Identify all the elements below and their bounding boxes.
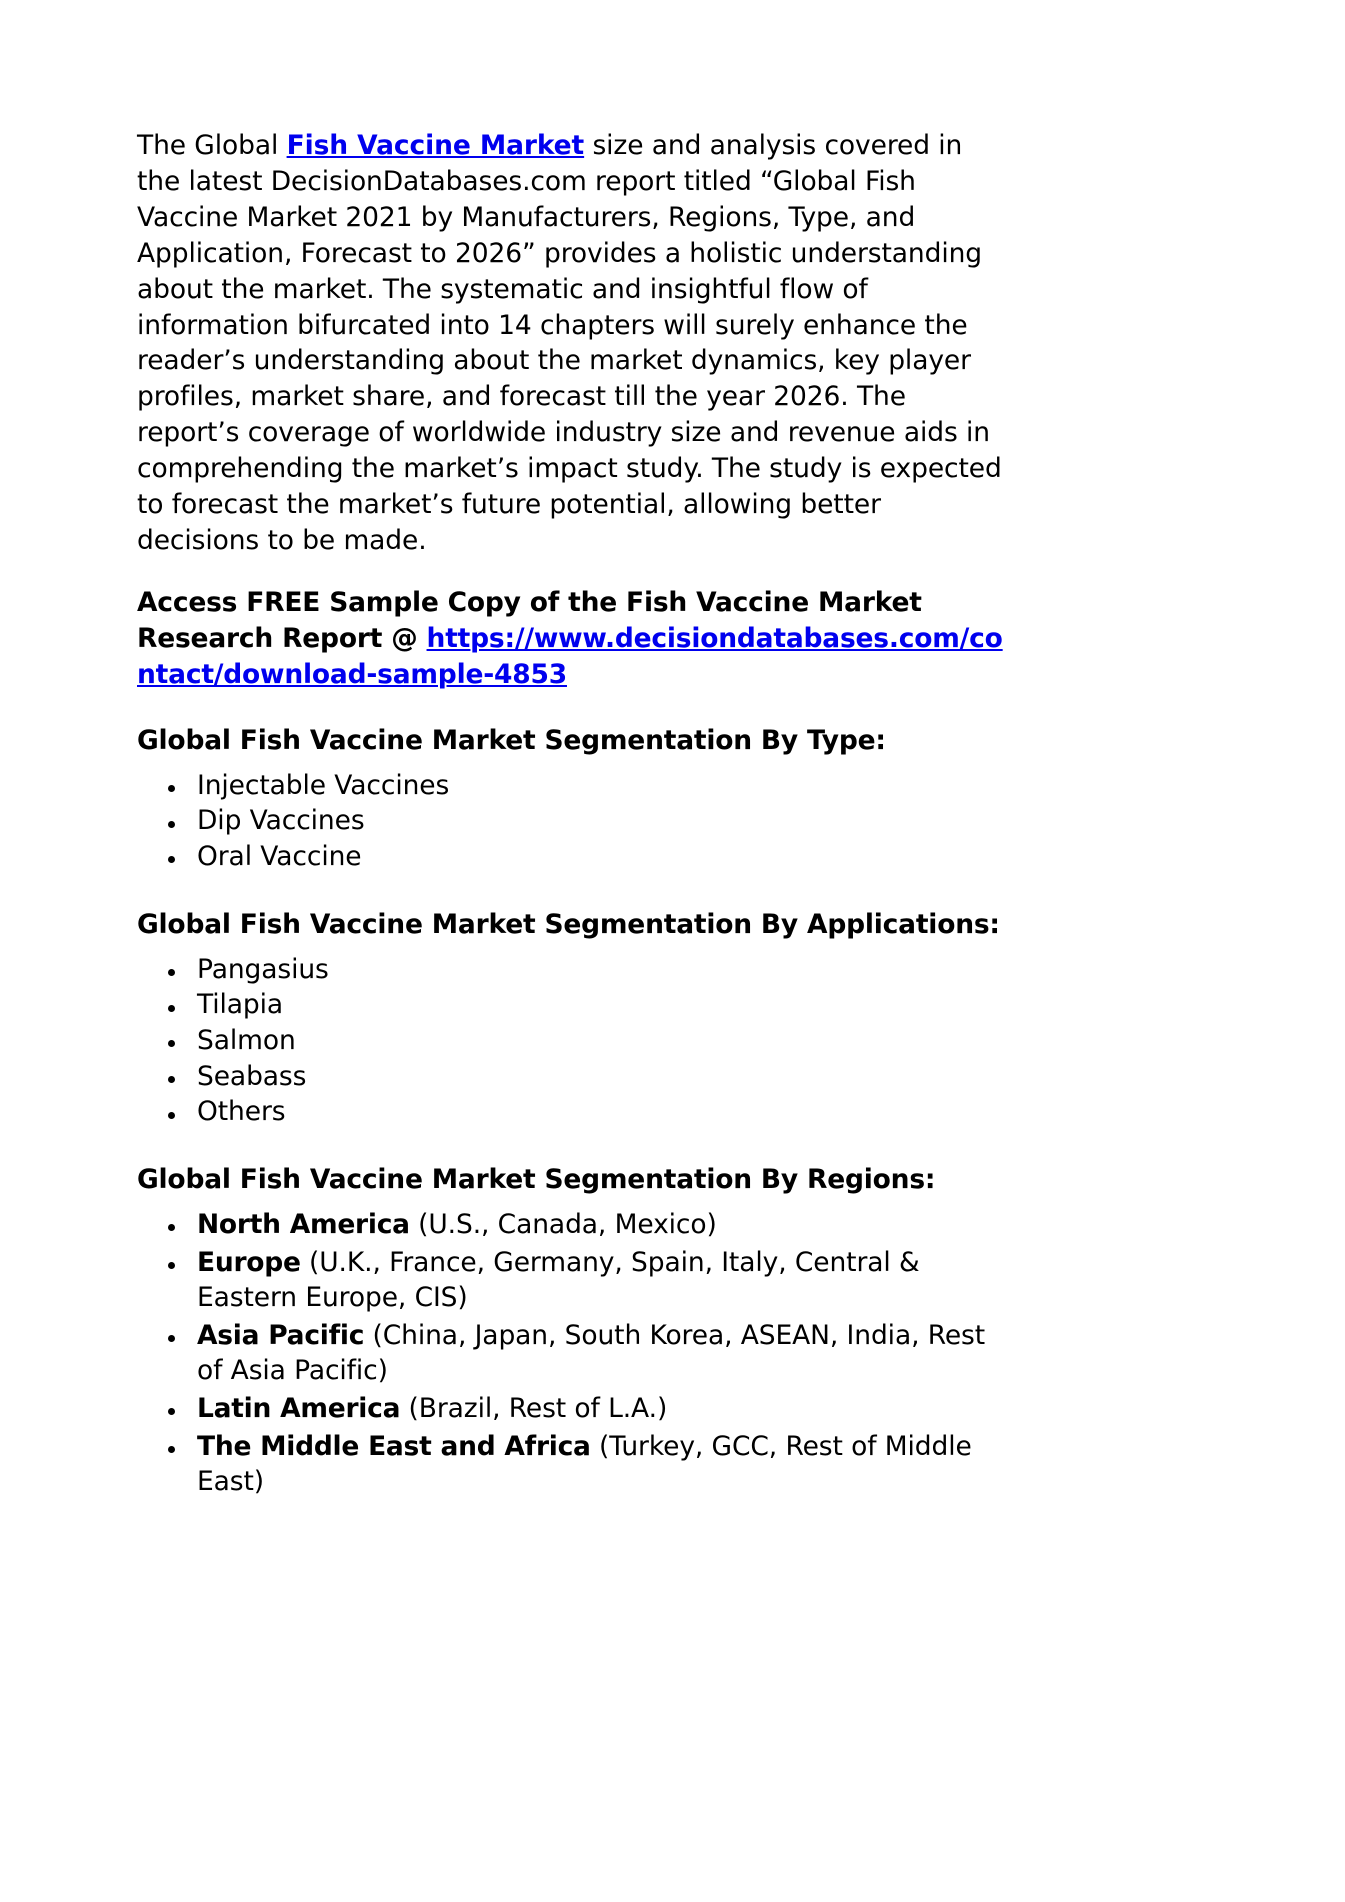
region-detail: (U.S., Canada, Mexico) [409,1208,717,1240]
region-name: Asia Pacific [197,1319,365,1351]
list-item [137,840,1009,875]
bullet-dot-icon [168,1005,175,1012]
intro-text-after-link: size and analysis covered in the latest DecisionDatabases.com report titled “Global Fish Vaccine Market 2021 by Manufacturers, Regions, Type, and Application, Forecast to 2026” provides a holistic understanding about the market. The systematic and insightful flow of information bifurcated into 14 chapters will surely enhance the reader’s understanding about the market dynamics, key player profiles, market share, and forecast till the year 2026. The report’s coverage of worldwide industry size and revenue aids in comprehending the market’s impact study. The study is expected to forecast the market’s future potential, allowing better decisions to be made. [137,130,1002,556]
bullet-dot-icon [168,856,175,863]
list-item [137,1095,1009,1130]
list-item-label: Seabass [197,1060,307,1092]
list-item [137,769,1009,804]
section-heading-regions: Global Fish Vaccine Market Segmentation By Regions: [137,1164,936,1196]
list-item [137,1208,1009,1243]
bullet-dot-icon [168,1335,175,1342]
bullet-dot-icon [168,1408,175,1415]
bullet-dot-icon [168,1076,175,1083]
download-sample-url-link[interactable]: https://www.decisiondatabases.com/contact/download-sample-4853 [137,622,1003,690]
bullet-dot-icon [168,1112,175,1119]
list-item [137,1430,1009,1500]
bullet-dot-icon [168,785,175,792]
regions-list [137,1208,1009,1500]
list-item-label: Tilapia [197,989,284,1021]
list-item [137,1246,1009,1316]
document-body [137,128,1009,1500]
intro-text-before-link: The Global [137,130,287,161]
list-item-label: Dip Vaccines [197,805,365,837]
section-heading-type: Global Fish Vaccine Market Segmentation By Type: [137,724,886,756]
applications-list [137,953,1009,1131]
list-item [137,988,1009,1023]
bullet-dot-icon [168,1446,175,1453]
list-item-label: Pangasius [197,953,329,985]
list-item-label: Injectable Vaccines [197,769,450,801]
list-item-label: Others [197,1096,286,1128]
section-heading-applications: Global Fish Vaccine Market Segmentation By Applications: [137,908,1000,940]
type-list [137,769,1009,875]
bullet-dot-icon [168,821,175,828]
bullet-dot-icon [168,1224,175,1231]
list-item-label: Salmon [197,1024,296,1056]
access-sample-block [137,585,1009,693]
region-detail: (U.K., France, Germany, Spain, Italy, Central & Eastern Europe, CIS) [197,1246,920,1313]
region-detail: (Brazil, Rest of L.A.) [400,1392,668,1424]
region-name: Latin America [197,1392,401,1424]
bullet-dot-icon [168,1262,175,1269]
list-item [137,804,1009,839]
region-detail: (Turkey, GCC, Rest of Middle East) [197,1430,972,1497]
list-item [137,1392,1009,1427]
list-item [137,1060,1009,1095]
region-name: The Middle East and Africa [197,1430,591,1462]
region-name: North America [197,1208,410,1240]
intro-paragraph [137,128,1009,559]
access-sample-heading: Access FREE Sample Copy of the Fish Vaccine Market Research Report @ [137,586,922,654]
fish-vaccine-market-link[interactable]: Fish Vaccine Market [286,130,585,161]
bullet-dot-icon [168,1040,175,1047]
list-item [137,1319,1009,1389]
list-item [137,1024,1009,1059]
list-item-label: Oral Vaccine [197,840,362,872]
bullet-dot-icon [168,969,175,976]
region-name: Europe [197,1246,301,1278]
region-detail: (China, Japan, South Korea, ASEAN, India, Rest of Asia Pacific) [197,1319,986,1386]
list-item [137,953,1009,988]
